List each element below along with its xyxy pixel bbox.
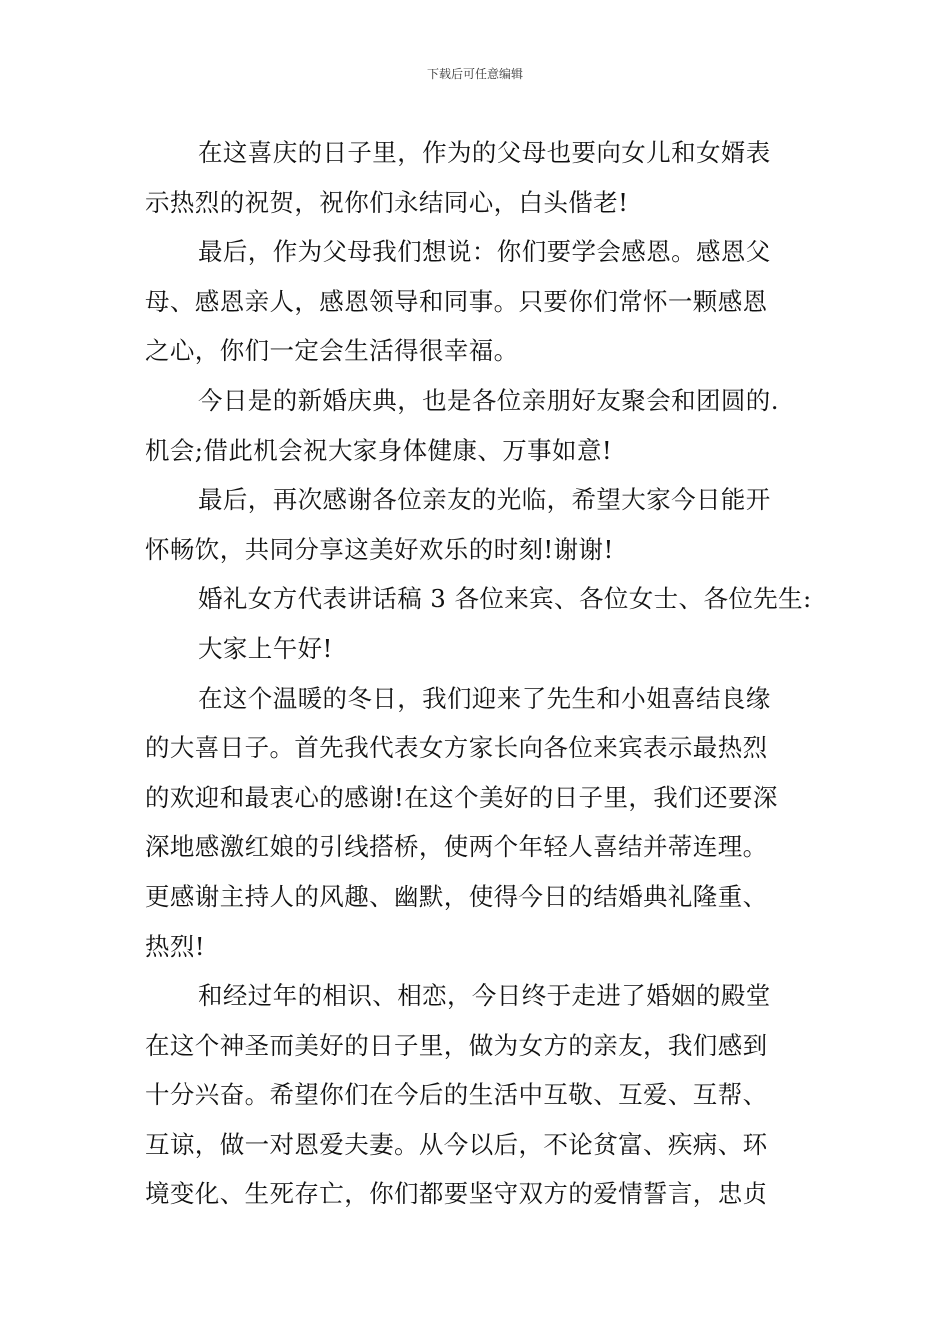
text-line: 最后，再次感谢各位亲友的光临，希望大家今日能开 <box>198 485 771 515</box>
text-line: 在这喜庆的日子里，作为的父母也要向女儿和女婿表 <box>198 138 771 167</box>
text-line: 互谅，做一对恩爱夫妻。从今以后，不论贫富、疾病、环 <box>145 1129 768 1159</box>
text-line: 之心，你们一定会生活得很幸福。 <box>145 336 519 366</box>
text-line: 十分兴奋。希望你们在今后的生活中互敬、互爱、互帮、 <box>145 1080 768 1110</box>
text-line: 的大喜日子。首先我代表女方家长向各位来宾表示最热烈 <box>145 733 768 763</box>
text-line: 大家上午好! <box>198 633 333 663</box>
text-line: 怀畅饮，共同分享这美好欢乐的时刻!谢谢! <box>145 534 614 564</box>
header-note: 下载后可任意编辑 <box>426 67 523 81</box>
text-line: 深地感激红娘的引线搭桥，使两个年轻人喜结并蒂连理。 <box>145 832 768 862</box>
text-line: 更感谢主持人的风趣、幽默，使得今日的结婚典礼隆重、 <box>145 881 768 911</box>
text-line: 母、感恩亲人，感恩领导和同事。只要你们常怀一颗感恩 <box>145 286 768 316</box>
text-line: 和经过年的相识、相恋，今日终于走进了婚姻的殿堂 <box>198 981 771 1011</box>
text-line: 示热烈的祝贺，祝你们永结同心，白头偕老! <box>145 187 629 217</box>
text-line: 境变化、生死存亡，你们都要坚守双方的爱情誓言，忠贞 <box>145 1179 768 1209</box>
text-line: 的欢迎和最衷心的感谢!在这个美好的日子里，我们还要深 <box>145 782 778 812</box>
text-line: 机会;借此机会祝大家身体健康、万事如意! <box>145 435 613 465</box>
text-line: 热烈! <box>145 931 206 961</box>
text-line: 今日是的新婚庆典，也是各位亲朋好友聚会和团圆的. <box>198 385 779 415</box>
text-line: 最后，作为父母我们想说：你们要学会感恩。感恩父 <box>198 237 771 267</box>
text-line: 婚礼女方代表讲话稿 3 各位来宾、各位女士、各位先生: <box>198 584 812 614</box>
text-line: 在这个温暖的冬日，我们迎来了先生和小姐喜结良缘 <box>198 683 771 713</box>
document-body <box>145 128 815 1219</box>
text-line: 在这个神圣而美好的日子里，做为女方的亲友，我们感到 <box>145 1030 768 1060</box>
